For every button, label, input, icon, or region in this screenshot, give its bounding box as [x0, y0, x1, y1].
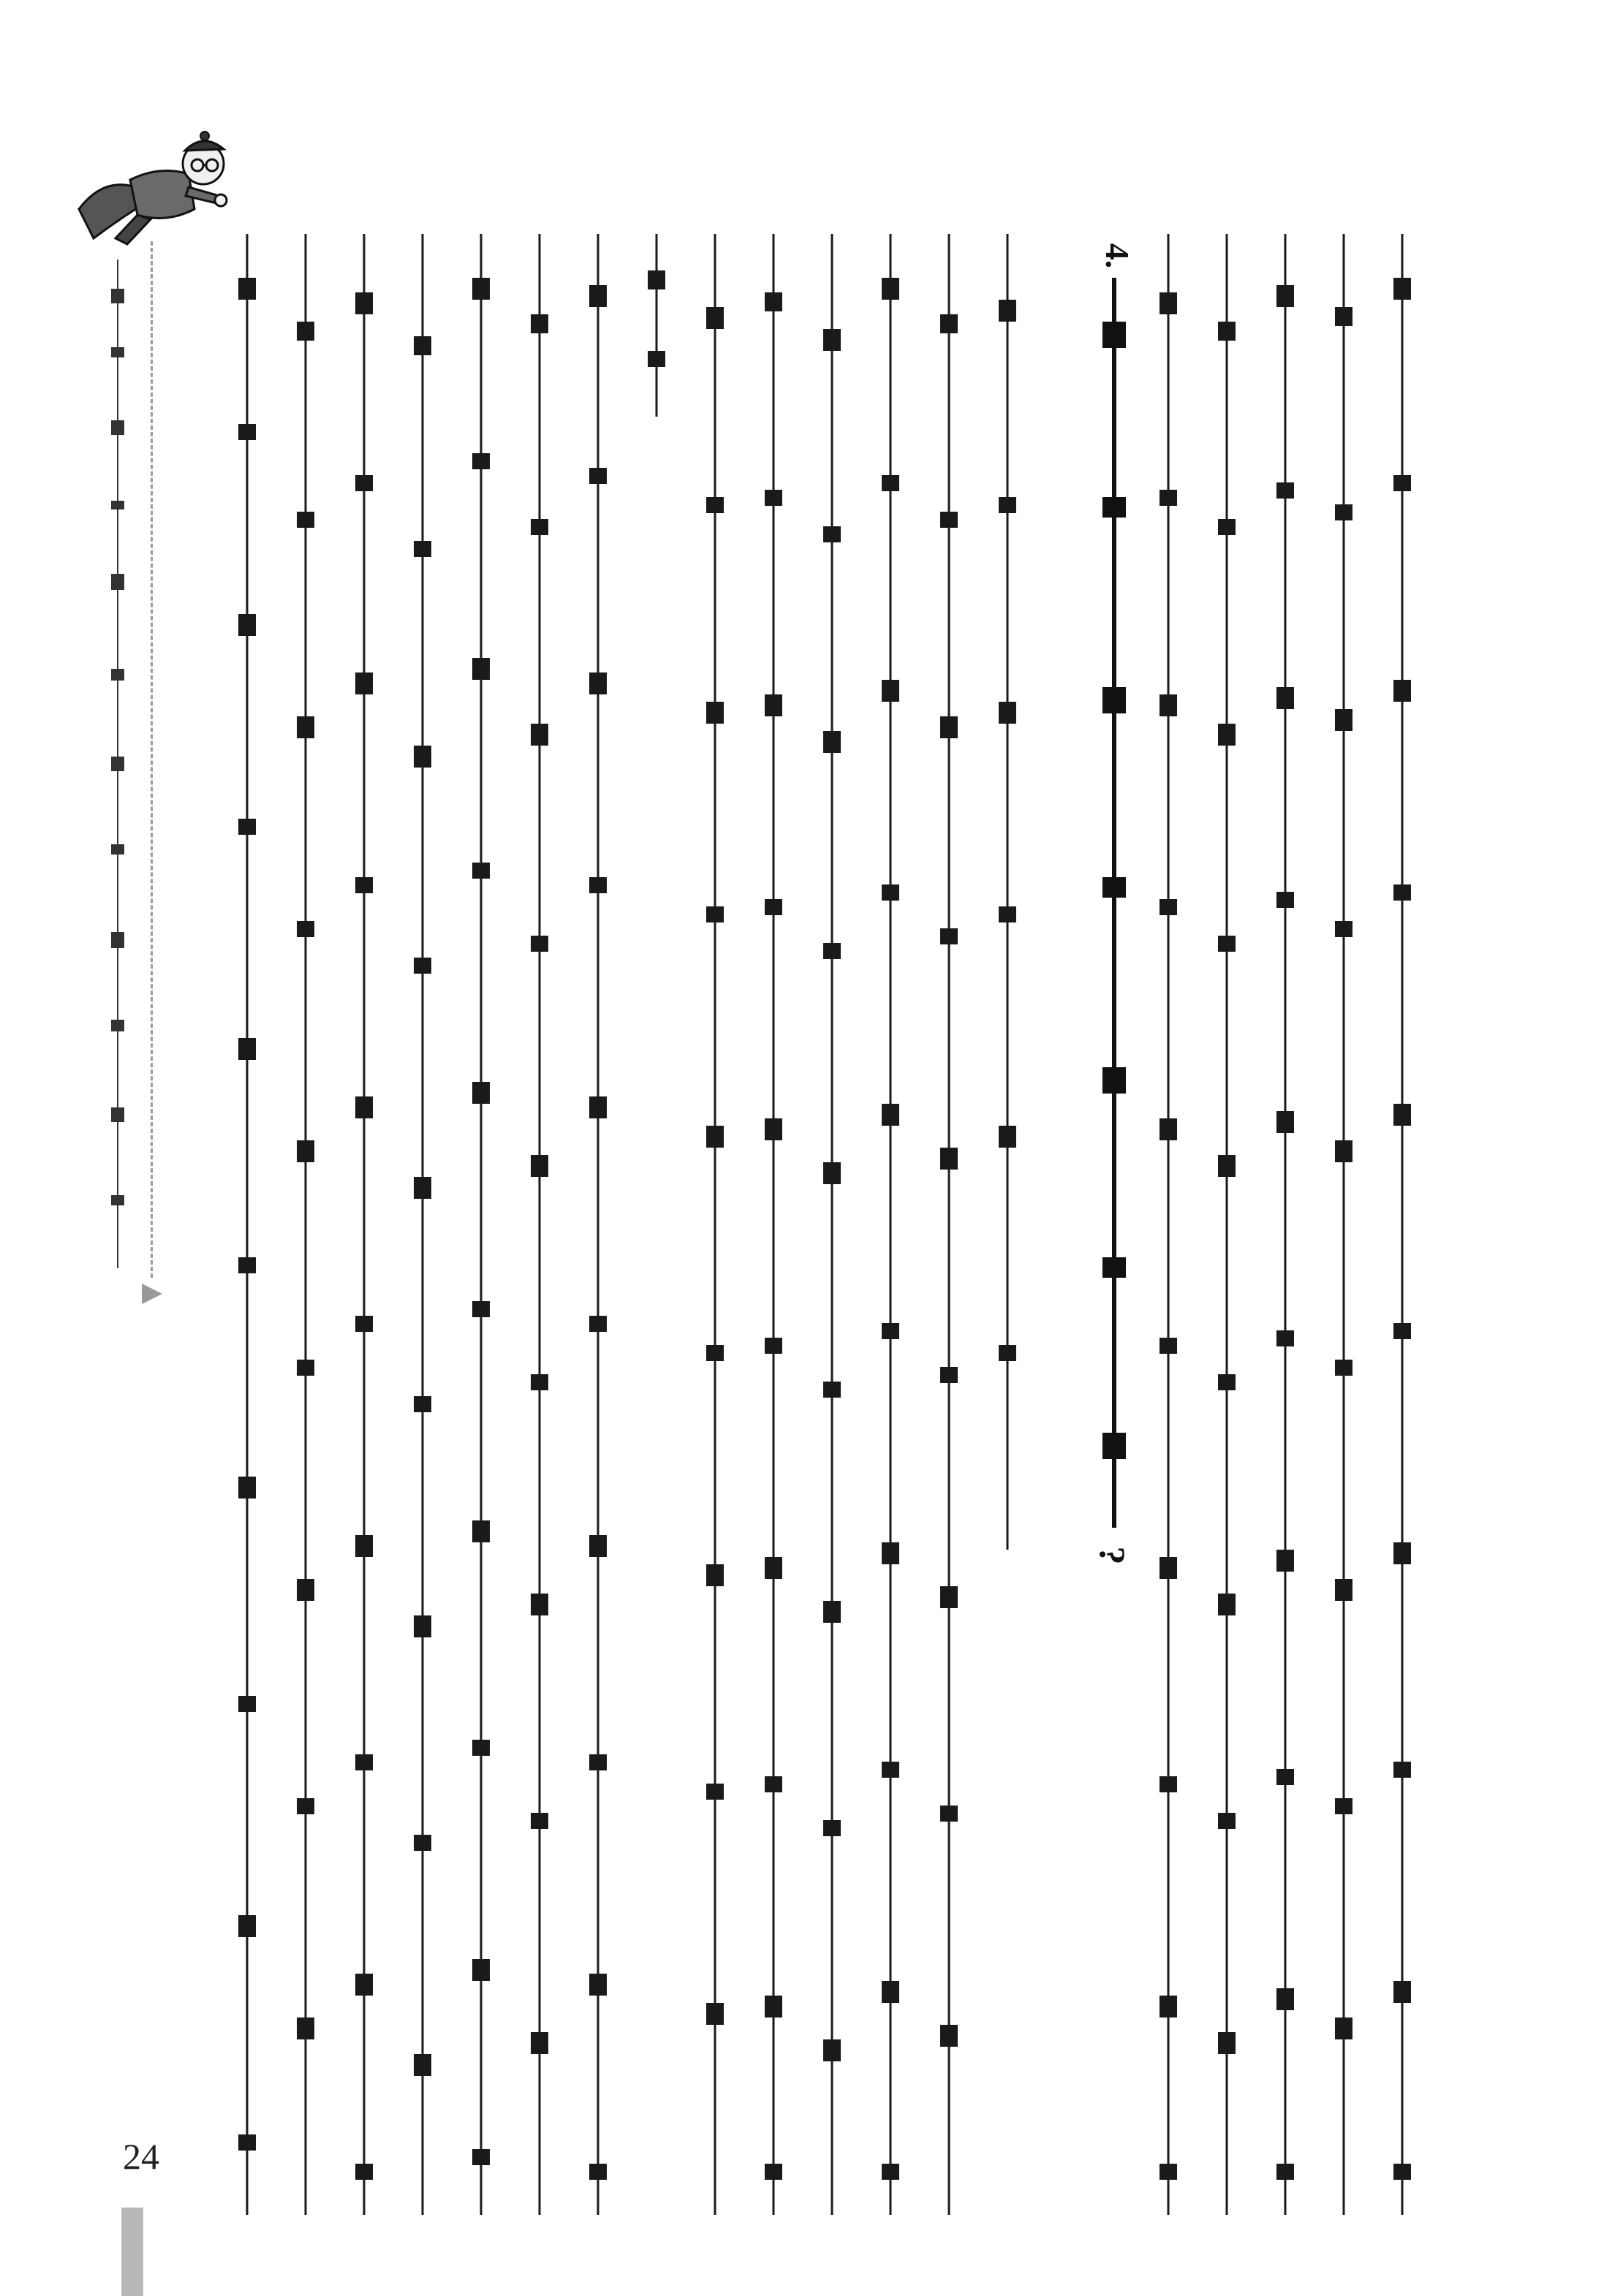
edge-tab — [121, 2208, 143, 2296]
text-column — [817, 234, 847, 2215]
page-number: 24 — [123, 2136, 159, 2177]
text-column — [525, 234, 554, 2215]
text-column — [466, 234, 496, 2215]
text-column — [759, 234, 788, 2215]
text-column — [1271, 234, 1300, 2215]
dashed-guide-line — [151, 241, 153, 1278]
text-column — [700, 234, 730, 2215]
text-column — [408, 234, 437, 2215]
text-column — [1388, 234, 1417, 2215]
text-column — [232, 234, 262, 2215]
running-header — [104, 259, 132, 1268]
flying-student-icon — [64, 129, 232, 253]
question-mark: ? — [1092, 1546, 1133, 1565]
text-column — [1329, 234, 1358, 2215]
text-column — [1154, 234, 1183, 2215]
text-column — [583, 234, 613, 2215]
text-column — [934, 234, 964, 2215]
text-column — [291, 234, 320, 2215]
text-column — [876, 234, 905, 2215]
question-heading — [1095, 278, 1133, 1528]
text-column — [349, 234, 379, 2215]
question-number: 4. — [1099, 243, 1137, 269]
text-column — [1212, 234, 1241, 2215]
triangle-marker-icon — [139, 1281, 165, 1307]
text-column-short — [993, 234, 1022, 1550]
text-column-short — [642, 234, 671, 417]
